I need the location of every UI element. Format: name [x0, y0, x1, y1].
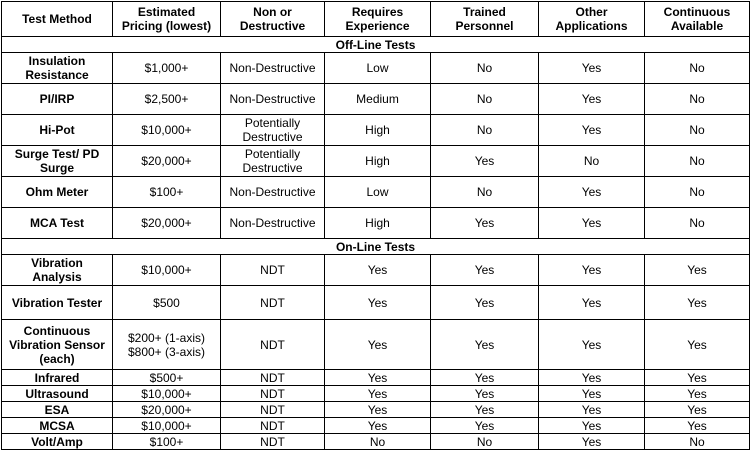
cell-continuous: No — [645, 208, 750, 239]
table-row — [2, 286, 750, 320]
header-test-method: Test Method — [2, 2, 113, 37]
row-label: Ohm Meter — [2, 177, 113, 208]
row-label: Surge Test/ PD Surge — [2, 146, 113, 177]
row-label: Vibration Tester — [2, 286, 113, 320]
header-non-or-destructive: Non or Destructive — [221, 2, 325, 37]
cell-experience: Yes — [325, 286, 431, 320]
cell-other: Yes — [539, 370, 645, 386]
cell-trained: Yes — [431, 402, 539, 418]
row-label: MCA Test — [2, 208, 113, 239]
cell-destructive: Non-Destructive — [221, 53, 325, 84]
cell-continuous: Yes — [645, 402, 750, 418]
cell-destructive: NDT — [221, 386, 325, 402]
cell-pricing: $10,000+ — [113, 255, 221, 286]
cell-pricing: $20,000+ — [113, 146, 221, 177]
table-row — [2, 53, 750, 84]
table-row — [2, 418, 750, 434]
cell-experience: Low — [325, 53, 431, 84]
cell-trained: No — [431, 434, 539, 450]
cell-trained: No — [431, 84, 539, 115]
cell-pricing: $10,000+ — [113, 418, 221, 434]
cell-continuous: No — [645, 115, 750, 146]
cell-pricing: $200+ (1-axis) $800+ (3-axis) — [113, 320, 221, 370]
cell-other: Yes — [539, 208, 645, 239]
cell-other: Yes — [539, 177, 645, 208]
cell-other: Yes — [539, 386, 645, 402]
table-row — [2, 208, 750, 239]
cell-destructive: Potentially Destructive — [221, 146, 325, 177]
cell-experience: Medium — [325, 84, 431, 115]
cell-continuous: Yes — [645, 286, 750, 320]
cell-experience: Yes — [325, 320, 431, 370]
cell-other: Yes — [539, 255, 645, 286]
cell-other: Yes — [539, 286, 645, 320]
cell-other: Yes — [539, 402, 645, 418]
cell-trained: Yes — [431, 146, 539, 177]
row-label: MCSA — [2, 418, 113, 434]
cell-continuous: No — [645, 146, 750, 177]
cell-experience: No — [325, 434, 431, 450]
cell-experience: High — [325, 115, 431, 146]
cell-destructive: NDT — [221, 320, 325, 370]
cell-trained: Yes — [431, 255, 539, 286]
cell-pricing: $2,500+ — [113, 84, 221, 115]
row-label: Insulation Resistance — [2, 53, 113, 84]
cell-trained: No — [431, 53, 539, 84]
cell-destructive: NDT — [221, 255, 325, 286]
cell-other: Yes — [539, 53, 645, 84]
cell-trained: Yes — [431, 286, 539, 320]
header-estimated-pricing: Estimated Pricing (lowest) — [113, 2, 221, 37]
cell-destructive: NDT — [221, 402, 325, 418]
cell-destructive: NDT — [221, 370, 325, 386]
header-other-applications: Other Applications — [539, 2, 645, 37]
table-row — [2, 84, 750, 115]
row-label: Vibration Analysis — [2, 255, 113, 286]
cell-destructive: Non-Destructive — [221, 177, 325, 208]
cell-pricing: $1,000+ — [113, 53, 221, 84]
cell-pricing: $100+ — [113, 177, 221, 208]
cell-continuous: Yes — [645, 386, 750, 402]
cell-destructive: Potentially Destructive — [221, 115, 325, 146]
header-row — [2, 2, 750, 37]
cell-continuous: No — [645, 53, 750, 84]
cell-trained: Yes — [431, 320, 539, 370]
cell-experience: High — [325, 208, 431, 239]
cell-destructive: Non-Destructive — [221, 84, 325, 115]
row-label: Continuous Vibration Sensor (each) — [2, 320, 113, 370]
cell-continuous: No — [645, 177, 750, 208]
cell-pricing: $500 — [113, 286, 221, 320]
row-label: Hi-Pot — [2, 115, 113, 146]
table-row — [2, 386, 750, 402]
cell-other: Yes — [539, 320, 645, 370]
section-row-off-line — [2, 37, 750, 53]
row-label: Infrared — [2, 370, 113, 386]
cell-destructive: NDT — [221, 418, 325, 434]
table-row — [2, 177, 750, 208]
table-row — [2, 115, 750, 146]
cell-pricing: $500+ — [113, 370, 221, 386]
cell-experience: Yes — [325, 370, 431, 386]
cell-pricing: $10,000+ — [113, 386, 221, 402]
cell-other: Yes — [539, 115, 645, 146]
cell-experience: High — [325, 146, 431, 177]
cell-continuous: No — [645, 434, 750, 450]
section-title-on-line: On-Line Tests — [2, 239, 750, 255]
table-row — [2, 370, 750, 386]
cell-experience: Yes — [325, 418, 431, 434]
table-row — [2, 434, 750, 450]
row-label: ESA — [2, 402, 113, 418]
cell-continuous: Yes — [645, 320, 750, 370]
cell-other: No — [539, 146, 645, 177]
cell-other: Yes — [539, 434, 645, 450]
cell-continuous: No — [645, 84, 750, 115]
row-label: Volt/Amp — [2, 434, 113, 450]
section-title-off-line: Off-Line Tests — [2, 37, 750, 53]
table-row — [2, 402, 750, 418]
header-requires-experience: Requires Experience — [325, 2, 431, 37]
section-row-on-line — [2, 239, 750, 255]
cell-destructive: Non-Destructive — [221, 208, 325, 239]
cell-continuous: Yes — [645, 418, 750, 434]
cell-trained: Yes — [431, 418, 539, 434]
table-row — [2, 146, 750, 177]
row-label: Ultrasound — [2, 386, 113, 402]
cell-continuous: Yes — [645, 370, 750, 386]
cell-trained: No — [431, 115, 539, 146]
cell-destructive: NDT — [221, 434, 325, 450]
table-row — [2, 320, 750, 370]
table-row — [2, 255, 750, 286]
cell-trained: Yes — [431, 208, 539, 239]
header-trained-personnel: Trained Personnel — [431, 2, 539, 37]
cell-experience: Yes — [325, 386, 431, 402]
cell-trained: Yes — [431, 370, 539, 386]
header-continuous-available: Continuous Available — [645, 2, 750, 37]
test-methods-table — [1, 1, 750, 450]
cell-pricing: $20,000+ — [113, 402, 221, 418]
cell-experience: Yes — [325, 402, 431, 418]
cell-other: Yes — [539, 418, 645, 434]
cell-pricing: $100+ — [113, 434, 221, 450]
row-label: PI/IRP — [2, 84, 113, 115]
cell-destructive: NDT — [221, 286, 325, 320]
cell-pricing: $10,000+ — [113, 115, 221, 146]
cell-continuous: Yes — [645, 255, 750, 286]
cell-other: Yes — [539, 84, 645, 115]
cell-experience: Yes — [325, 255, 431, 286]
cell-trained: No — [431, 177, 539, 208]
cell-trained: Yes — [431, 386, 539, 402]
cell-pricing: $20,000+ — [113, 208, 221, 239]
cell-experience: Low — [325, 177, 431, 208]
